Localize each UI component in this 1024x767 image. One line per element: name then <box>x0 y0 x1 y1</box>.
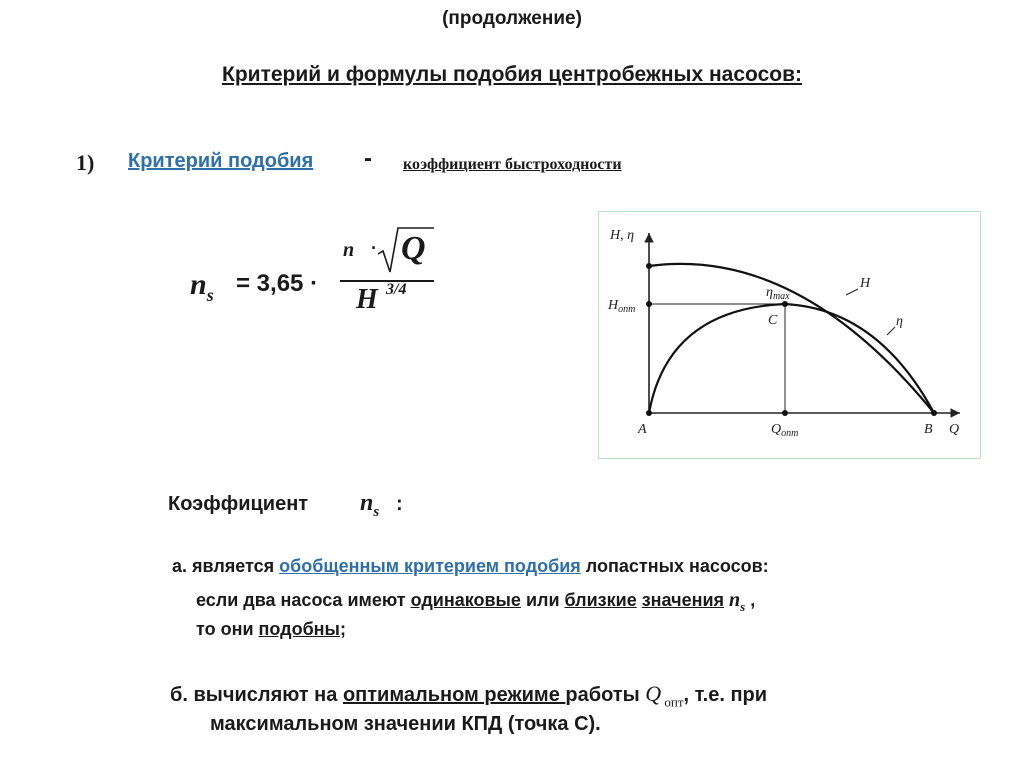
item-a-line2-mid: или <box>520 590 565 610</box>
formula-numerator-dot: · <box>371 238 377 258</box>
curve-h-leader <box>846 289 858 295</box>
formula-numerator-n: n <box>343 239 355 261</box>
formula-equals-constant: = 3,65 · <box>236 270 319 297</box>
item-a-line2-pre: если два насоса имеют <box>196 590 411 610</box>
point-b-label: B <box>924 422 933 437</box>
coefficient-label: Коэффициент <box>168 493 309 515</box>
q-opt-label-sub: опт <box>781 428 799 439</box>
coefficient-colon: : <box>396 493 403 515</box>
coefficient-symbol-subscript: s <box>373 503 380 520</box>
item-b-line2: максимальном значении КПД (точка С). <box>210 713 601 735</box>
item-a-line2 <box>196 589 755 615</box>
item-a-ns-base: n <box>729 589 741 611</box>
formula-denominator-exponent: 3/4 <box>386 281 407 298</box>
item-b-q-base: Q <box>645 681 662 706</box>
formula-numerator-q: Q <box>401 230 426 267</box>
optimal-mode-phrase: оптимальном режиме <box>342 684 566 706</box>
item-a-line2-end: , <box>745 590 756 610</box>
slide-subtitle: (продолжение) <box>442 8 582 29</box>
item-b-mid: работы <box>565 684 646 706</box>
coefficient-symbol-base: n <box>360 490 374 516</box>
item-a-line3 <box>196 619 346 640</box>
similar-word: подобны <box>258 619 340 639</box>
x-axis-label: Q <box>949 422 960 437</box>
point-q-opt <box>782 410 788 416</box>
item-a-suffix: лопастных насосов: <box>580 556 769 576</box>
pump-characteristic-chart <box>598 211 981 459</box>
item-a-line3-end: ; <box>339 619 346 639</box>
values-word: значения <box>641 590 725 610</box>
formula-ns-symbol <box>190 268 214 306</box>
q-opt-label-base: Q <box>771 422 782 437</box>
formula-denominator-h: H <box>356 284 378 315</box>
point-h-opt <box>646 301 652 307</box>
eta-max-label-base: η <box>766 285 773 300</box>
point-c-label: C <box>768 313 778 328</box>
curve-eta <box>649 304 934 413</box>
item-a-ns-subscript: s <box>740 599 746 614</box>
eta-max-label-sub: max <box>772 291 790 302</box>
h-opt-label-sub: опт <box>618 304 636 315</box>
point-top-h <box>646 263 652 269</box>
similarity-criterion-link[interactable]: Критерий подобия <box>128 150 314 172</box>
item-b-q-sub: опт <box>661 694 684 710</box>
point-a-label: A <box>638 422 647 437</box>
formula-ns-base: n <box>190 268 207 301</box>
item-b-prefix: б. вычисляют на <box>170 684 343 706</box>
section-dash: - <box>364 145 372 172</box>
item-b-suffix: , т.е. при <box>683 684 768 706</box>
item-b-q-opt <box>645 681 684 710</box>
same-values-word: одинаковые <box>410 590 521 610</box>
item-b-line1 <box>170 681 767 710</box>
section-number: 1) <box>76 150 95 175</box>
point-b <box>931 410 937 416</box>
point-a <box>646 410 652 416</box>
speed-coefficient-label: коэффициент быстроходности <box>403 156 622 173</box>
slide-heading: Критерий и формулы подобия центробежных насосов: <box>222 63 802 86</box>
item-a-line3-pre: то они <box>196 619 259 639</box>
h-opt-label <box>607 298 635 315</box>
curve-h <box>649 264 934 413</box>
h-opt-label-base: H <box>608 298 619 313</box>
curve-eta-leader <box>887 327 895 335</box>
generalized-criterion-link[interactable]: обобщенным критерием подобия <box>279 556 581 576</box>
item-a-prefix: а. является <box>172 556 280 576</box>
formula-ns-subscript: s <box>206 285 214 305</box>
q-opt-label <box>771 422 798 439</box>
close-values-word: близкие <box>564 590 637 610</box>
curve-eta-label: η <box>896 314 903 329</box>
curve-h-label: H <box>860 276 871 291</box>
item-a-ns-symbol <box>729 589 746 614</box>
coefficient-symbol <box>360 490 379 521</box>
y-axis-label: H, η <box>610 228 635 243</box>
item-a-line1 <box>172 556 769 577</box>
